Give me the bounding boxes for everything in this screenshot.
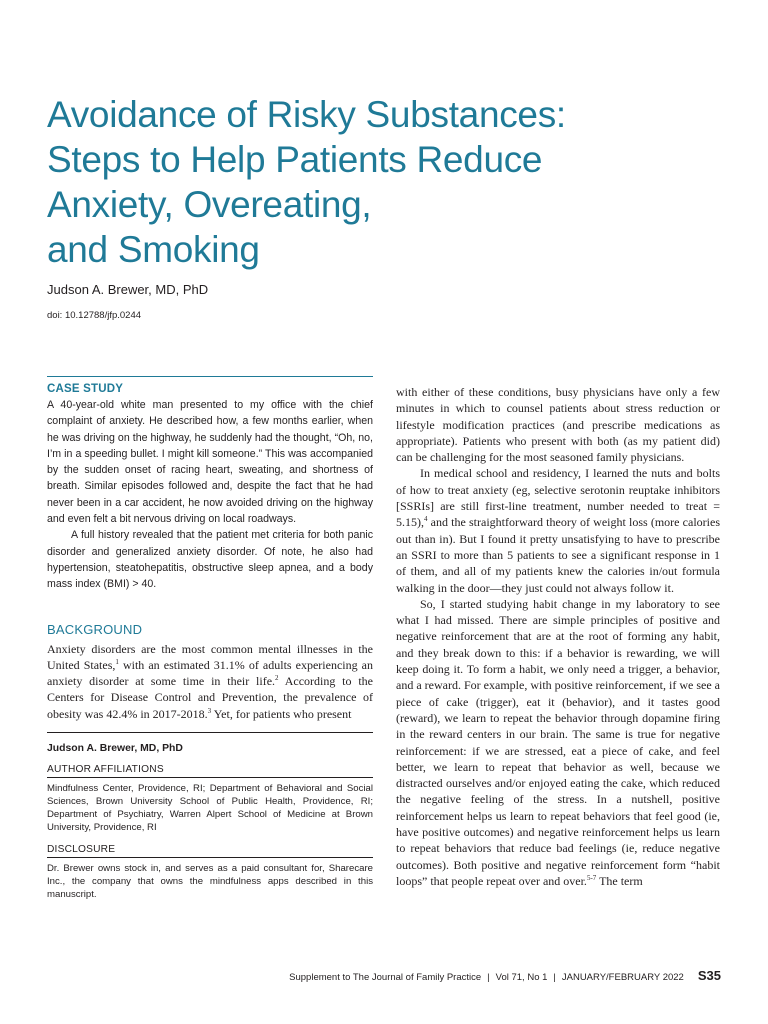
citation: 5-7 <box>586 873 597 882</box>
disclosure-heading: DISCLOSURE <box>47 844 373 858</box>
background-body <box>47 641 373 722</box>
footer-volume: Vol 71, No 1 <box>495 972 548 983</box>
text-run: with an estimated 31.1% of adults experiencing an anxiety disorder at some time in their life. <box>47 657 373 689</box>
citation: 2 <box>275 674 279 683</box>
text-run: According to the Centers for Disease Control and Prevention, the prevalence of obesity was 42.4% in 2017-2018. <box>47 674 373 721</box>
case-study-heading: CASE STUDY <box>47 383 124 395</box>
affiliation-author-name: Judson A. Brewer, MD, PhD <box>47 743 183 755</box>
right-column <box>396 384 720 889</box>
body-paragraph: with either of these conditions, busy physicians have only a few minutes in which to counsel patients about stress reduction or lifestyle modification practices (and prescribe medications as appropriate). Patients who present with both (as my patient did) can be challenging for the most seasoned family physicians. <box>396 385 720 465</box>
disclosure-text: Dr. Brewer owns stock in, and serves as a paid consultant for, Sharecare Inc., the company that owns the mindfulness apps described in this manuscript. <box>47 863 373 901</box>
citation: 1 <box>115 657 119 666</box>
title-line: and Smoking <box>47 229 260 270</box>
left-column <box>47 376 373 901</box>
case-study-body <box>47 397 373 593</box>
background-heading: BACKGROUND <box>47 621 143 637</box>
title-line: Steps to Help Patients Reduce <box>47 139 543 180</box>
text-run: So, I started studying habit change in my laboratory to see what I had missed. There are simple principles of positive and negative reinforcement that are at the root of forming any habit, and they break down to this: if a behavior is rewarding, we will keep doing it. To form a habit, we only need a trigger, a behavior, and a reward. For example, with positive reinforcement, if we see a piece of cake (trigger), eat it (behavior), and it tastes good (reward), we learn to repeat the behavior through dopamine firing in the reward centers in our brain. The same is true for negative reinforcement: if we are stressed, eat a piece of cake, and feel better, we learn to repeat that behavior as well, because we distracted ourselves and/or enjoyed eating the cake, which reduced the negative feeling of the stress. In a nutshell, positive reinforcement helps us learn to repeat behaviors that feel good (ie, have positive outcomes) and negative reinforcement helps us learn to repeat behaviors that reduce bad feelings (ie, reduce negative outcomes). Both positive and negative reinforcement form “habit loops” that people repeat over and over. <box>396 596 720 888</box>
body-paragraph <box>396 596 720 889</box>
affiliations-heading: AUTHOR AFFILIATIONS <box>47 764 373 778</box>
background-paragraph <box>47 641 373 722</box>
article-author: Judson A. Brewer, MD, PhD <box>47 282 209 297</box>
affiliations-text: Mindfulness Center, Providence, RI; Department of Behavioral and Social Sciences, Brown University School of Public Health, Providence, RI; Department of Psychiatry, Warren Alpert School of Medicine at Brown University, Providence, RI <box>47 783 373 834</box>
text-run: The term <box>596 873 643 888</box>
page-footer <box>0 968 721 983</box>
body-paragraph <box>396 465 720 595</box>
author-info-box <box>47 732 373 901</box>
article-doi: doi: 10.12788/jfp.0244 <box>47 310 142 321</box>
footer-separator: | <box>487 972 490 983</box>
title-line: Avoidance of Risky Substances: <box>47 94 566 135</box>
text-run: Anxiety disorders are the most common mental illnesses in the United States, <box>47 641 373 672</box>
citation: 3 <box>207 706 212 715</box>
case-study-rule <box>47 376 373 377</box>
text-run: and the straightforward theory of weight loss (more calories out than in). But I found it pretty unsatisfying to have to prescribe an SSRI to more than 5 patients to see a significant response in 1 of them, and all of my patients knew the calories in/out formula walking in the door—they just could not always follow it. <box>396 515 720 595</box>
text-run: In medical school and residency, I learned the nuts and bolts of how to treat anxiety (eg, selective serotonin reuptake inhibitors [SSRIs] are still first-line treatment, number needed to treat = 5.15), <box>396 466 720 530</box>
footer-separator: | <box>553 972 556 983</box>
footer-journal: Supplement to The Journal of Family Practice <box>289 972 482 983</box>
text-run: Yet, for patients who present <box>211 706 352 721</box>
case-study-paragraph: A 40-year-old white man presented to my office with the chief complaint of anxiety. He described how, a few months earlier, when he was driving on the highway, he suddenly had the thought, “Oh, no, I’m in a speeding bullet. I might kill someone.” This was accompanied by the sudden onset of racing heart, sweating, and shortness of breath. Similar episodes followed and, despite the fact that he had never been in a car accident, he now avoided driving on the highway and even felt a bit nervous driving on local roadways. <box>47 399 373 526</box>
article-title <box>47 92 737 272</box>
title-line: Anxiety, Overeating, <box>47 184 372 225</box>
page-number: S35 <box>697 968 721 983</box>
footer-date: JANUARY/FEBRUARY 2022 <box>561 972 684 983</box>
citation: 4 <box>424 515 428 524</box>
case-study-paragraph: A full history revealed that the patient met criteria for both panic disorder and generalized anxiety disorder. Of note, he also had hypertension, steatohepatitis, obstructive sleep apnea, and a body mass index (BMI) > 40. <box>47 529 373 591</box>
